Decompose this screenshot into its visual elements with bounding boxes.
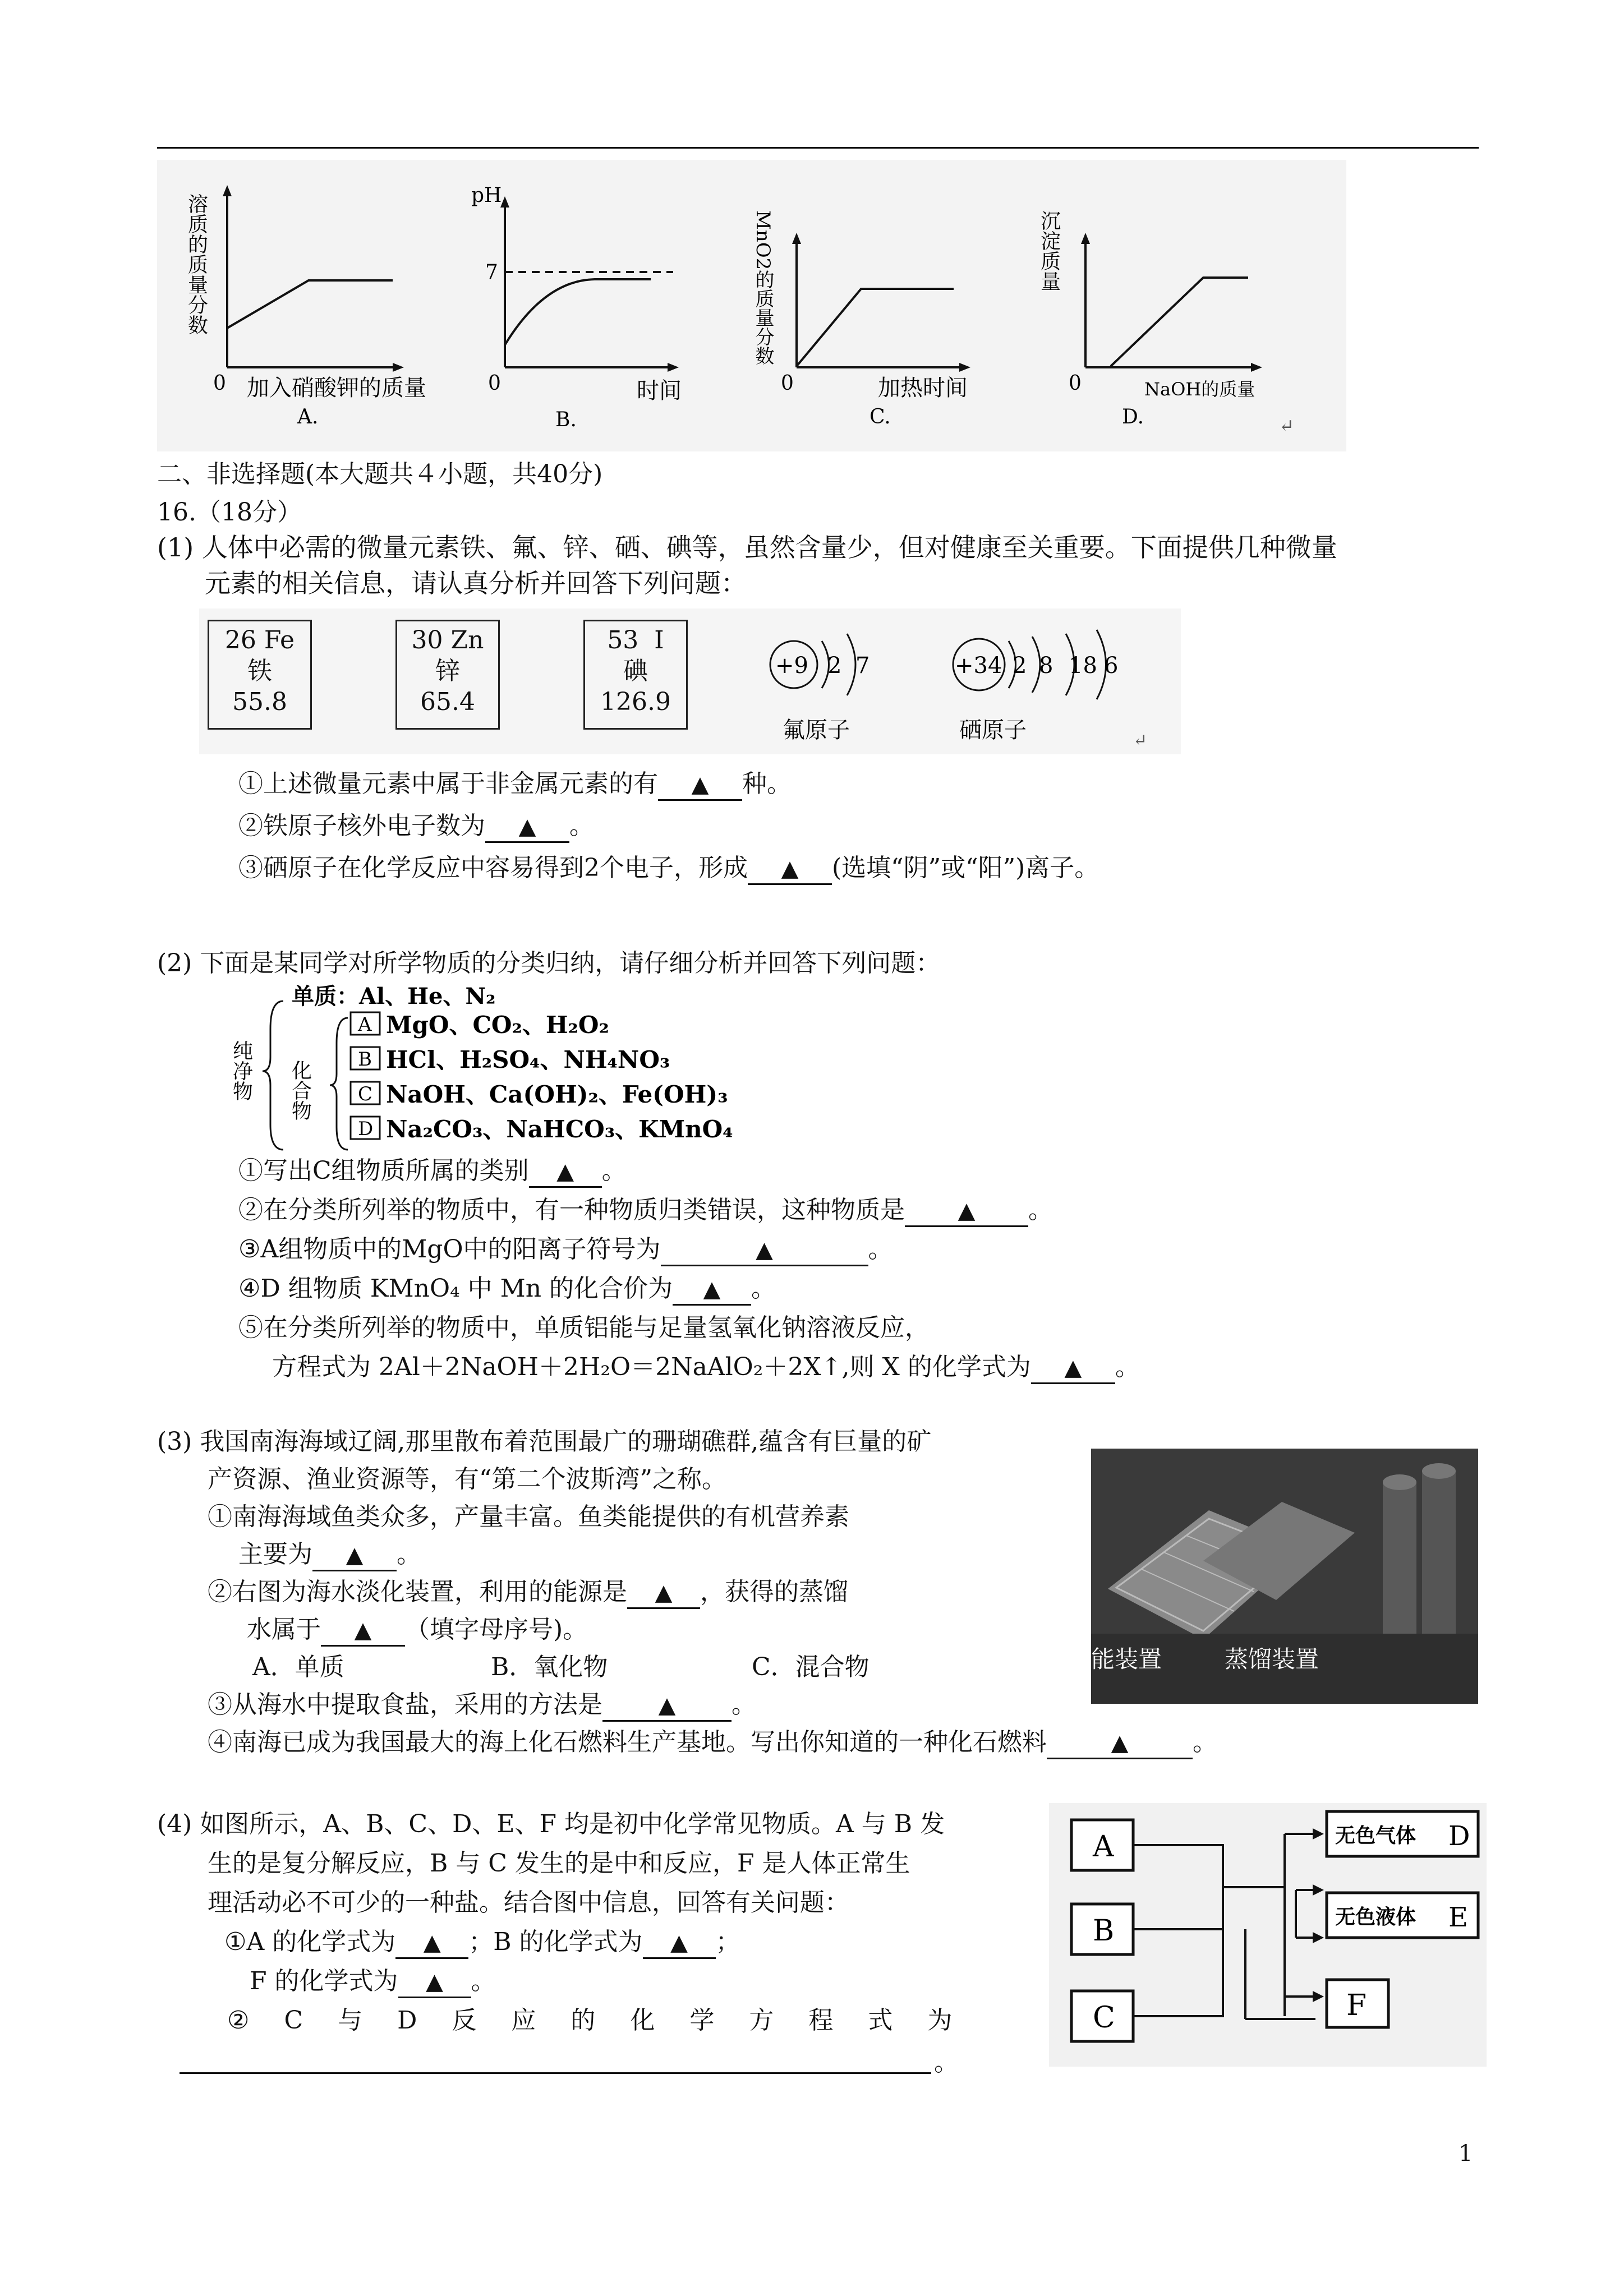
group-d-letter: D bbox=[358, 1118, 374, 1140]
photo-label-left: 能装置 bbox=[1091, 1645, 1162, 1673]
section-title: 二、非选择题(本大题共４小题，共40分) bbox=[157, 460, 603, 488]
reaction-diagram bbox=[1049, 1803, 1487, 2067]
answer-marker: ▲ bbox=[1111, 1730, 1129, 1756]
part2-q1 bbox=[238, 1155, 627, 1188]
element-label: 单质：Al、He、N₂ bbox=[292, 983, 496, 1009]
part4-q1-f-end: 。 bbox=[471, 1967, 496, 1995]
part3-q3-text: ③从海水中提取食盐，采用的方法是 bbox=[208, 1690, 602, 1719]
i-name: 碘 bbox=[623, 657, 648, 685]
element-card-zn bbox=[395, 620, 500, 730]
part2-q2 bbox=[238, 1195, 1053, 1227]
part3-q2-text: ②右图为海水淡化装置，利用的能源是 bbox=[208, 1578, 627, 1606]
node-f: F bbox=[1346, 1989, 1367, 2022]
part2-q2-text: ②在分类所列举的物质中，有一种物质归类错误，这种物质是 bbox=[238, 1196, 905, 1224]
graph-c-x-label: 加热时间 bbox=[878, 375, 968, 401]
part3-q2-blank[interactable] bbox=[627, 1576, 700, 1609]
part4-q1-a-blank[interactable] bbox=[395, 1926, 468, 1959]
part4-q1-a-text: ①A 的化学式为 bbox=[224, 1928, 396, 1956]
node-c: C bbox=[1093, 2001, 1115, 2035]
part2-q5-blank[interactable] bbox=[1031, 1352, 1115, 1384]
part3-q2b-text: 水属于 bbox=[247, 1615, 321, 1644]
part2-q4-text: ④D 组物质 KMnO₄ 中 Mn 的化合价为 bbox=[238, 1274, 673, 1303]
answer-marker: ▲ bbox=[518, 814, 536, 840]
part4-q1 bbox=[224, 1926, 740, 1959]
graph-d-caption: D. bbox=[1122, 405, 1144, 428]
zn-symbol: Zn bbox=[450, 626, 484, 654]
part1-q2 bbox=[238, 810, 594, 843]
fe-number: 26 bbox=[224, 626, 256, 654]
part2-q4 bbox=[238, 1273, 776, 1306]
graph-a bbox=[185, 185, 427, 428]
fluorine-shell-2: 7 bbox=[855, 653, 870, 679]
part2-q3-text: ③A组物质中的MgO中的阳离子符号为 bbox=[238, 1235, 661, 1264]
header-rule bbox=[157, 147, 1479, 149]
graphs-strip bbox=[157, 160, 1346, 451]
part1-q3-text: ③硒原子在化学反应中容易得到2个电子，形成 bbox=[238, 854, 748, 882]
page-number: 1 bbox=[1459, 2141, 1473, 2166]
answer-marker: ▲ bbox=[756, 1237, 773, 1263]
graphs-svg bbox=[157, 160, 1346, 451]
fe-symbol: Fe bbox=[264, 626, 295, 654]
part4-intro-line2: 生的是复分解反应，B 与 C 发生的是中和反应，F 是人体正常生 bbox=[208, 1849, 910, 1878]
node-b: B bbox=[1093, 1914, 1115, 1948]
part3-q3-end: 。 bbox=[732, 1690, 756, 1719]
group-b-items: HCl、H₂SO₄、NH₄NO₃ bbox=[386, 1046, 670, 1073]
zn-mass: 65.4 bbox=[420, 688, 475, 716]
part2-q5-line1: ⑤在分类所列举的物质中，单质铝能与足量氢氧化钠溶液反应， bbox=[238, 1313, 930, 1342]
desalination-photo-svg bbox=[1091, 1449, 1478, 1704]
part3-option-a: A．单质 bbox=[252, 1653, 344, 1681]
part4-q1-f bbox=[250, 1966, 496, 1998]
element-card-i bbox=[583, 620, 688, 730]
graph-b-y-label: pH bbox=[471, 184, 502, 207]
part1-q1-end: 种。 bbox=[742, 769, 792, 798]
question-number: 16.（18分） bbox=[157, 498, 302, 527]
group-c-items: NaOH、Ca(OH)₂、Fe(OH)₃ bbox=[386, 1081, 728, 1108]
part3-q1-line1: ①南海海域鱼类众多，产量丰富。鱼类能提供的有机营养素 bbox=[208, 1502, 849, 1531]
group-a-letter: A bbox=[358, 1013, 372, 1036]
part1-intro-line2: 元素的相关信息，请认真分析并回答下列问题： bbox=[205, 568, 747, 598]
fluorine-shell-1: 2 bbox=[827, 653, 842, 679]
node-d-text: 无色气体 bbox=[1335, 1824, 1416, 1847]
part4-q1-f-text: F 的化学式为 bbox=[250, 1967, 398, 1995]
zn-number: 30 bbox=[411, 626, 443, 654]
part2-q4-blank[interactable] bbox=[673, 1273, 751, 1306]
graph-b bbox=[471, 184, 682, 431]
fe-name: 铁 bbox=[247, 657, 272, 685]
fluorine-atom bbox=[770, 634, 869, 743]
part2-intro: (2) 下面是某同学对所学物质的分类归纳，请仔细分析并回答下列问题： bbox=[157, 949, 941, 978]
graph-d-x-label: NaOH的质量 bbox=[1144, 379, 1255, 400]
node-e: E bbox=[1448, 1902, 1469, 1933]
selenium-shell-2: 8 bbox=[1039, 653, 1053, 679]
graph-c-y-label: MnO2的质量分数 bbox=[752, 210, 774, 366]
part4-q2-answer-line[interactable] bbox=[180, 2072, 931, 2074]
graph-a-y-label: 溶质的质量分数 bbox=[185, 193, 208, 335]
answer-marker: ▲ bbox=[423, 1930, 441, 1956]
fluorine-label: 氟原子 bbox=[783, 717, 850, 743]
part3-intro-line1: (3) 我国南海海域辽阔,那里散布着范围最广的珊瑚礁群,蕴含有巨量的矿 bbox=[157, 1427, 932, 1456]
i-symbol: I bbox=[654, 626, 664, 654]
fe-mass: 55.8 bbox=[232, 688, 287, 716]
group-a-items: MgO、CO₂、H₂O₂ bbox=[386, 1011, 609, 1039]
part3-q1 bbox=[238, 1539, 421, 1571]
part1-intro-line1: (1) 人体中必需的微量元素铁、氟、锌、硒、碘等，虽然含量少，但对健康至关重要。下面提供几种微量 bbox=[157, 532, 1337, 563]
part2-q3-blank[interactable] bbox=[661, 1234, 868, 1266]
part3-q2b-end: （填字母序号)。 bbox=[405, 1615, 588, 1644]
part1-q1 bbox=[238, 768, 792, 801]
node-a: A bbox=[1093, 1830, 1114, 1864]
part3-q1-end: 。 bbox=[397, 1540, 421, 1569]
part3-q2b-blank[interactable] bbox=[321, 1614, 405, 1647]
part2-q2-end: 。 bbox=[1028, 1196, 1053, 1224]
part2-q1-end: 。 bbox=[601, 1156, 627, 1185]
selenium-shell-4: 6 bbox=[1104, 653, 1119, 679]
selenium-label: 硒原子 bbox=[959, 717, 1027, 743]
part1-q1-text: ①上述微量元素中属于非金属元素的有 bbox=[238, 769, 658, 798]
part3-q4-blank[interactable] bbox=[1047, 1727, 1193, 1759]
graph-c bbox=[752, 210, 970, 428]
part4-q1-b-text: ；B 的化学式为 bbox=[468, 1928, 643, 1956]
graph-b-x-label: 时间 bbox=[637, 378, 682, 404]
part3-q3 bbox=[208, 1689, 756, 1722]
part1-q2-blank[interactable] bbox=[485, 810, 569, 843]
part2-q1-text: ①写出C组物质所属的类别 bbox=[238, 1156, 529, 1185]
selenium-nucleus: +34 bbox=[955, 653, 1002, 679]
part4-intro-line3: 理活动必不可少的一种盐。结合图中信息，回答有关问题： bbox=[208, 1888, 849, 1917]
graphs-return-mark: ↵ bbox=[1279, 415, 1294, 436]
answer-marker: ▲ bbox=[426, 1969, 443, 1995]
graph-d-y-label: 沉淀质量 bbox=[1037, 210, 1061, 291]
part4-q1-b-end: ； bbox=[715, 1928, 740, 1956]
part3-option-c: C．混合物 bbox=[752, 1653, 869, 1681]
answer-marker: ▲ bbox=[346, 1542, 364, 1568]
part3-q1-blank[interactable] bbox=[312, 1539, 397, 1571]
part3-q4 bbox=[208, 1727, 1217, 1759]
graph-c-origin: 0 bbox=[781, 372, 794, 395]
atom-diagrams-svg bbox=[752, 620, 1178, 754]
part2-q2-blank[interactable] bbox=[905, 1195, 1028, 1227]
i-mass: 126.9 bbox=[600, 688, 671, 716]
atom-diagrams bbox=[752, 620, 1178, 754]
graph-b-caption: B. bbox=[555, 408, 577, 431]
part2-q5-end: 。 bbox=[1115, 1353, 1140, 1381]
part2-q3-end: 。 bbox=[868, 1235, 893, 1264]
part4-q1-b-blank[interactable] bbox=[643, 1926, 716, 1959]
answer-marker: ▲ bbox=[1064, 1355, 1082, 1381]
graph-c-caption: C. bbox=[869, 405, 891, 428]
part1-q3-end: (选填“阴”或“阳”)离子。 bbox=[832, 854, 1099, 882]
part4-q2: ②C与D反应的化学方程式为 bbox=[227, 2006, 987, 2035]
answer-marker: ▲ bbox=[354, 1617, 372, 1643]
graph-a-caption: A. bbox=[297, 405, 319, 428]
answer-marker: ▲ bbox=[655, 1580, 673, 1606]
node-d: D bbox=[1448, 1820, 1470, 1852]
part3-q2-end: ，获得的蒸馏 bbox=[700, 1578, 848, 1606]
photo-label-right: 蒸馏装置 bbox=[1225, 1645, 1319, 1673]
graph-d bbox=[1038, 210, 1263, 428]
part3-q2 bbox=[208, 1576, 848, 1609]
part2-q3 bbox=[238, 1234, 893, 1266]
compound-label: 化合物 bbox=[288, 1060, 312, 1121]
classification-diagram bbox=[229, 983, 886, 1155]
part3-q1-text: 主要为 bbox=[238, 1540, 312, 1569]
part3-q3-blank[interactable] bbox=[602, 1689, 732, 1722]
part3-q2b bbox=[247, 1614, 587, 1647]
group-d-items: Na₂CO₃、NaHCO₃、KMnO₄ bbox=[386, 1115, 733, 1143]
answer-marker: ▲ bbox=[958, 1198, 976, 1224]
group-c-letter: C bbox=[358, 1083, 373, 1105]
answer-marker: ▲ bbox=[781, 856, 799, 882]
answer-marker: ▲ bbox=[691, 772, 709, 797]
fluorine-nucleus: +9 bbox=[775, 653, 808, 679]
graph-b-y-tick: 7 bbox=[485, 261, 498, 284]
part1-q2-end: 。 bbox=[569, 812, 594, 840]
part3-q4-text: ④南海已成为我国最大的海上化石燃料生产基地。写出你知道的一种化石燃料 bbox=[208, 1728, 1047, 1756]
selenium-shell-3: 18 bbox=[1069, 653, 1097, 679]
part2-q1-blank[interactable] bbox=[529, 1155, 602, 1188]
graph-a-x-label: 加入硝酸钾的质量 bbox=[247, 375, 426, 401]
reaction-diagram-svg bbox=[1049, 1803, 1487, 2067]
part4-intro-line1: (4) 如图所示，A、B、C、D、E、F 均是初中化学常见物质。A 与 B 发 bbox=[157, 1810, 945, 1838]
part1-q3 bbox=[238, 852, 1099, 885]
answer-marker: ▲ bbox=[670, 1930, 688, 1956]
i-number: 53 bbox=[607, 626, 639, 654]
zn-name: 锌 bbox=[435, 657, 460, 685]
group-b-letter: B bbox=[358, 1048, 372, 1071]
part2-q4-end: 。 bbox=[751, 1274, 776, 1303]
graph-a-origin: 0 bbox=[213, 372, 226, 395]
selenium-atom bbox=[953, 630, 1118, 743]
answer-marker: ▲ bbox=[703, 1276, 721, 1302]
element-card-fe bbox=[208, 620, 312, 730]
desalination-photo bbox=[1091, 1449, 1478, 1704]
part4-q1-f-blank[interactable] bbox=[398, 1966, 471, 1998]
part1-q1-blank[interactable] bbox=[658, 768, 742, 801]
part4-q2-end: 。 bbox=[934, 2048, 959, 2077]
selenium-shell-1: 2 bbox=[1013, 653, 1027, 679]
answer-marker: ▲ bbox=[556, 1159, 574, 1184]
part3-q4-end: 。 bbox=[1193, 1728, 1217, 1756]
graph-d-origin: 0 bbox=[1069, 372, 1082, 395]
atoms-return-mark: ↵ bbox=[1133, 731, 1148, 750]
part2-q5 bbox=[272, 1352, 1140, 1384]
part3-option-b: B．氧化物 bbox=[491, 1653, 608, 1681]
part3-intro-line2: 产资源、渔业资源等，有“第二个波斯湾”之称。 bbox=[208, 1465, 726, 1493]
answer-marker: ▲ bbox=[658, 1693, 676, 1718]
part2-q5-text: 方程式为 2Al＋2NaOH＋2H₂O＝2NaAlO₂＋2X↑,则 X 的化学式为 bbox=[272, 1353, 1031, 1381]
part1-q2-text: ②铁原子核外电子数为 bbox=[238, 812, 485, 840]
pure-substance-label: 纯净物 bbox=[229, 1040, 253, 1101]
node-e-text: 无色液体 bbox=[1335, 1905, 1416, 1929]
part1-q3-blank[interactable] bbox=[748, 852, 832, 885]
classification-svg bbox=[229, 983, 886, 1155]
graph-b-origin: 0 bbox=[488, 372, 501, 395]
